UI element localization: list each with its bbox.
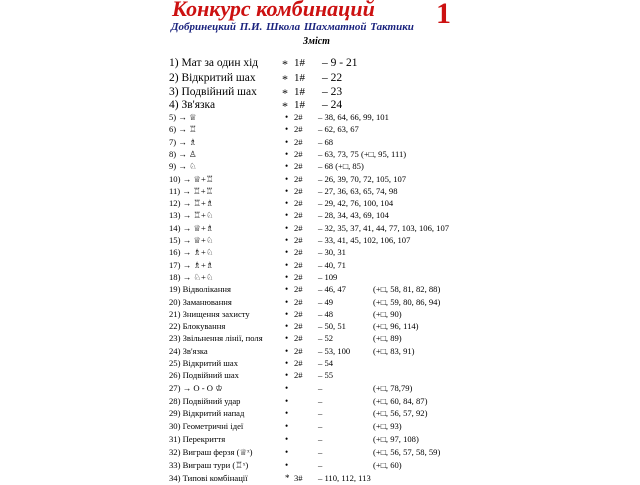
item-moves: 2# <box>294 259 303 270</box>
item-title: 18) → ♘+♘ <box>169 271 214 282</box>
contents-row <box>0 473 640 485</box>
contents-row <box>0 309 640 321</box>
item-title: 10) → ♕+♖ <box>169 173 214 184</box>
item-refs: – <box>318 421 323 432</box>
contents-row <box>0 161 640 173</box>
item-title: 4) Зв'язка <box>169 99 216 111</box>
item-moves: 1# <box>294 72 305 84</box>
item-extra: (+□, 56, 57, 58, 59) <box>373 447 441 458</box>
contents-row <box>0 284 640 296</box>
item-title: 1) Мат за один хід <box>169 57 259 69</box>
item-refs: – 62, 63, 67 <box>318 124 359 135</box>
item-title: 20) Заманювання <box>169 296 232 307</box>
item-title: 6) → ♖ <box>169 124 197 135</box>
contents-row <box>0 235 640 247</box>
contents-heading: Зміст <box>303 36 330 47</box>
contents-row <box>0 186 640 198</box>
item-moves: 2# <box>294 173 303 184</box>
item-marker: • <box>285 136 289 147</box>
item-marker: • <box>285 358 289 368</box>
item-moves: 2# <box>294 358 303 368</box>
contents-row <box>0 370 640 382</box>
author-subtitle: Добринецкий П.И. Школа Шахматной Тактики <box>171 21 414 33</box>
item-extra: (+□, 96, 114) <box>373 321 419 332</box>
item-marker: • <box>285 345 289 356</box>
item-moves: 2# <box>294 345 303 356</box>
item-refs: – 26, 39, 70, 72, 105, 107 <box>318 173 407 184</box>
contents-row <box>0 223 640 235</box>
item-refs: – 46, 47 <box>318 284 346 295</box>
item-marker: • <box>285 421 289 432</box>
item-moves: 2# <box>294 112 303 122</box>
contents-row <box>0 383 640 395</box>
item-moves: 2# <box>294 370 303 381</box>
item-moves: 2# <box>294 136 303 147</box>
page-title: Конкурс комбинаций <box>172 0 375 21</box>
item-marker: • <box>285 296 289 307</box>
item-marker: • <box>285 222 289 233</box>
item-refs: – 48 <box>318 308 334 319</box>
item-title: 30) Геометричні ідеї <box>169 421 244 432</box>
item-refs: – <box>318 408 323 419</box>
item-title: 17) → ♗+♗ <box>169 259 214 270</box>
item-refs: – 28, 34, 43, 69, 104 <box>318 210 389 221</box>
contents-row <box>0 447 640 459</box>
item-extra: (+□, 89) <box>373 333 402 344</box>
item-marker: • <box>285 148 289 159</box>
item-marker: • <box>285 460 289 470</box>
item-extra: (+□, 90) <box>373 308 402 319</box>
item-title: 27) → O - O ♔ <box>169 382 223 393</box>
item-refs: – 27, 36, 63, 65, 74, 98 <box>318 185 398 196</box>
item-marker: • <box>285 259 289 270</box>
item-extra: (+□, 78,79) <box>373 382 413 393</box>
contents-row <box>0 72 640 87</box>
item-marker: • <box>285 333 289 344</box>
item-refs: – 109 <box>318 271 338 282</box>
item-marker: • <box>285 247 289 258</box>
item-extra: (+□, 59, 80, 86, 94) <box>373 296 441 307</box>
contents-row <box>0 333 640 345</box>
item-title: 32) Виграш ферзя (♕ˣ) <box>169 447 253 458</box>
contents-row <box>0 272 640 284</box>
item-moves: 2# <box>294 284 303 295</box>
item-marker: * <box>282 72 288 86</box>
item-title: 9) → ♘ <box>169 161 197 172</box>
contents-row <box>0 57 640 72</box>
item-moves: 2# <box>294 210 303 221</box>
item-moves: 2# <box>294 321 303 332</box>
item-marker: • <box>285 112 289 122</box>
item-marker: • <box>285 124 289 135</box>
item-title: 7) → ♗ <box>169 136 197 147</box>
item-marker: • <box>285 284 289 295</box>
item-refs: – 63, 73, 75 (+□, 95, 111) <box>318 148 407 159</box>
item-refs: – 24 <box>322 99 343 111</box>
item-moves: 2# <box>294 198 303 209</box>
item-moves: 2# <box>294 222 303 233</box>
item-refs: – 22 <box>322 72 343 84</box>
contents-row <box>0 321 640 333</box>
item-marker: * <box>282 86 288 100</box>
item-extra: (+□, 58, 81, 82, 88) <box>373 284 441 295</box>
item-refs: – 50, 51 <box>318 321 346 332</box>
item-title: 3) Подвійний шах <box>169 86 257 98</box>
item-title: 25) Відкритий шах <box>169 358 238 368</box>
contents-row <box>0 396 640 408</box>
item-title: 8) → ♙ <box>169 148 197 159</box>
item-marker: • <box>285 235 289 245</box>
item-title: 21) Знищення захисту <box>169 308 250 319</box>
contents-row <box>0 421 640 433</box>
contents-row <box>0 346 640 358</box>
item-marker: • <box>285 321 289 332</box>
item-extra: (+□, 56, 57, 92) <box>373 408 428 419</box>
item-marker: • <box>285 161 289 172</box>
item-marker: • <box>285 434 289 445</box>
issue-number: 1 <box>436 0 451 30</box>
item-title: 26) Подвійний шах <box>169 370 239 381</box>
item-moves: 2# <box>294 333 303 344</box>
item-title: 12) → ♖+♗ <box>169 198 214 209</box>
item-refs: – 68 (+□, 85) <box>318 161 364 172</box>
item-title: 2) Відкритий шах <box>169 72 256 84</box>
item-moves: 2# <box>294 161 303 172</box>
item-refs: – 30, 31 <box>318 247 346 258</box>
contents-row <box>0 408 640 420</box>
item-refs: – 38, 64, 66, 99, 101 <box>318 112 389 122</box>
item-refs: – 32, 35, 37, 41, 44, 77, 103, 106, 107 <box>318 222 450 233</box>
item-marker: • <box>285 447 289 458</box>
item-refs: – 40, 71 <box>318 259 346 270</box>
item-moves: 3# <box>294 472 303 483</box>
item-moves: 2# <box>294 296 303 307</box>
item-title: 19) Відволікання <box>169 284 231 295</box>
item-moves: 1# <box>294 86 305 98</box>
item-marker: • <box>285 271 289 282</box>
item-extra: (+□, 83, 91) <box>373 345 415 356</box>
item-refs: – 9 - 21 <box>322 57 358 69</box>
item-moves: 2# <box>294 148 303 159</box>
item-title: 13) → ♖+♘ <box>169 210 214 221</box>
contents-row <box>0 210 640 222</box>
item-title: 16) → ♗+♘ <box>169 247 214 258</box>
item-marker: • <box>285 173 289 184</box>
item-moves: 2# <box>294 185 303 196</box>
item-title: 11) → ♖+♖ <box>169 185 214 196</box>
item-moves: 2# <box>294 308 303 319</box>
item-refs: – 49 <box>318 296 334 307</box>
item-marker: • <box>285 408 289 419</box>
item-refs: – 33, 41, 45, 102, 106, 107 <box>318 235 411 245</box>
item-marker: • <box>285 198 289 209</box>
item-marker: • <box>285 185 289 196</box>
item-refs: – 68 <box>318 136 334 147</box>
item-title: 15) → ♕+♘ <box>169 235 214 245</box>
item-refs: – <box>318 434 323 445</box>
contents-row <box>0 174 640 186</box>
item-extra: (+□, 97, 108) <box>373 434 419 445</box>
item-title: 23) Звільнення лінії, поля <box>169 333 263 344</box>
item-moves: 2# <box>294 124 303 135</box>
item-refs: – <box>318 395 323 406</box>
item-title: 22) Блокування <box>169 321 226 332</box>
item-refs: – <box>318 447 323 458</box>
item-title: 34) Типові комбінації <box>169 472 248 483</box>
item-marker: * <box>285 472 290 483</box>
contents-row <box>0 112 640 124</box>
contents-row <box>0 137 640 149</box>
item-refs: – 54 <box>318 358 334 368</box>
item-marker: • <box>285 308 289 319</box>
item-refs: – 55 <box>318 370 334 381</box>
item-marker: • <box>285 210 289 221</box>
item-moves: 1# <box>294 57 305 69</box>
item-moves: 2# <box>294 271 303 282</box>
contents-row <box>0 247 640 259</box>
item-title: 14) → ♕+♗ <box>169 222 214 233</box>
item-marker: • <box>285 395 289 406</box>
contents-row <box>0 434 640 446</box>
item-marker: • <box>285 382 289 393</box>
item-moves: 2# <box>294 235 303 245</box>
item-moves: 1# <box>294 99 305 111</box>
item-title: 28) Подвійний удар <box>169 395 241 406</box>
contents-row <box>0 124 640 136</box>
item-marker: * <box>282 57 288 71</box>
item-refs: – 53, 100 <box>318 345 351 356</box>
item-title: 29) Відкритий напад <box>169 408 245 419</box>
item-moves: 2# <box>294 247 303 258</box>
item-refs: – 110, 112, 113 <box>318 472 371 483</box>
item-title: 33) Виграш тури (♖ˣ) <box>169 460 249 470</box>
contents-row <box>0 198 640 210</box>
contents-row <box>0 149 640 161</box>
contents-row <box>0 260 640 272</box>
item-extra: (+□, 93) <box>373 421 402 432</box>
item-title: 5) → ♕ <box>169 112 197 122</box>
item-marker: * <box>282 99 288 113</box>
item-title: 31) Перекриття <box>169 434 226 445</box>
item-extra: (+□, 60) <box>373 460 402 470</box>
item-refs: – 52 <box>318 333 334 344</box>
item-extra: (+□, 60, 84, 87) <box>373 395 428 406</box>
item-refs: – 23 <box>322 86 343 98</box>
item-refs: – <box>318 460 323 470</box>
contents-row <box>0 358 640 370</box>
item-marker: • <box>285 370 289 381</box>
contents-row <box>0 297 640 309</box>
contents-row <box>0 460 640 472</box>
item-title: 24) Зв'язка <box>169 345 208 356</box>
item-refs: – <box>318 382 323 393</box>
item-refs: – 29, 42, 76, 100, 104 <box>318 198 394 209</box>
